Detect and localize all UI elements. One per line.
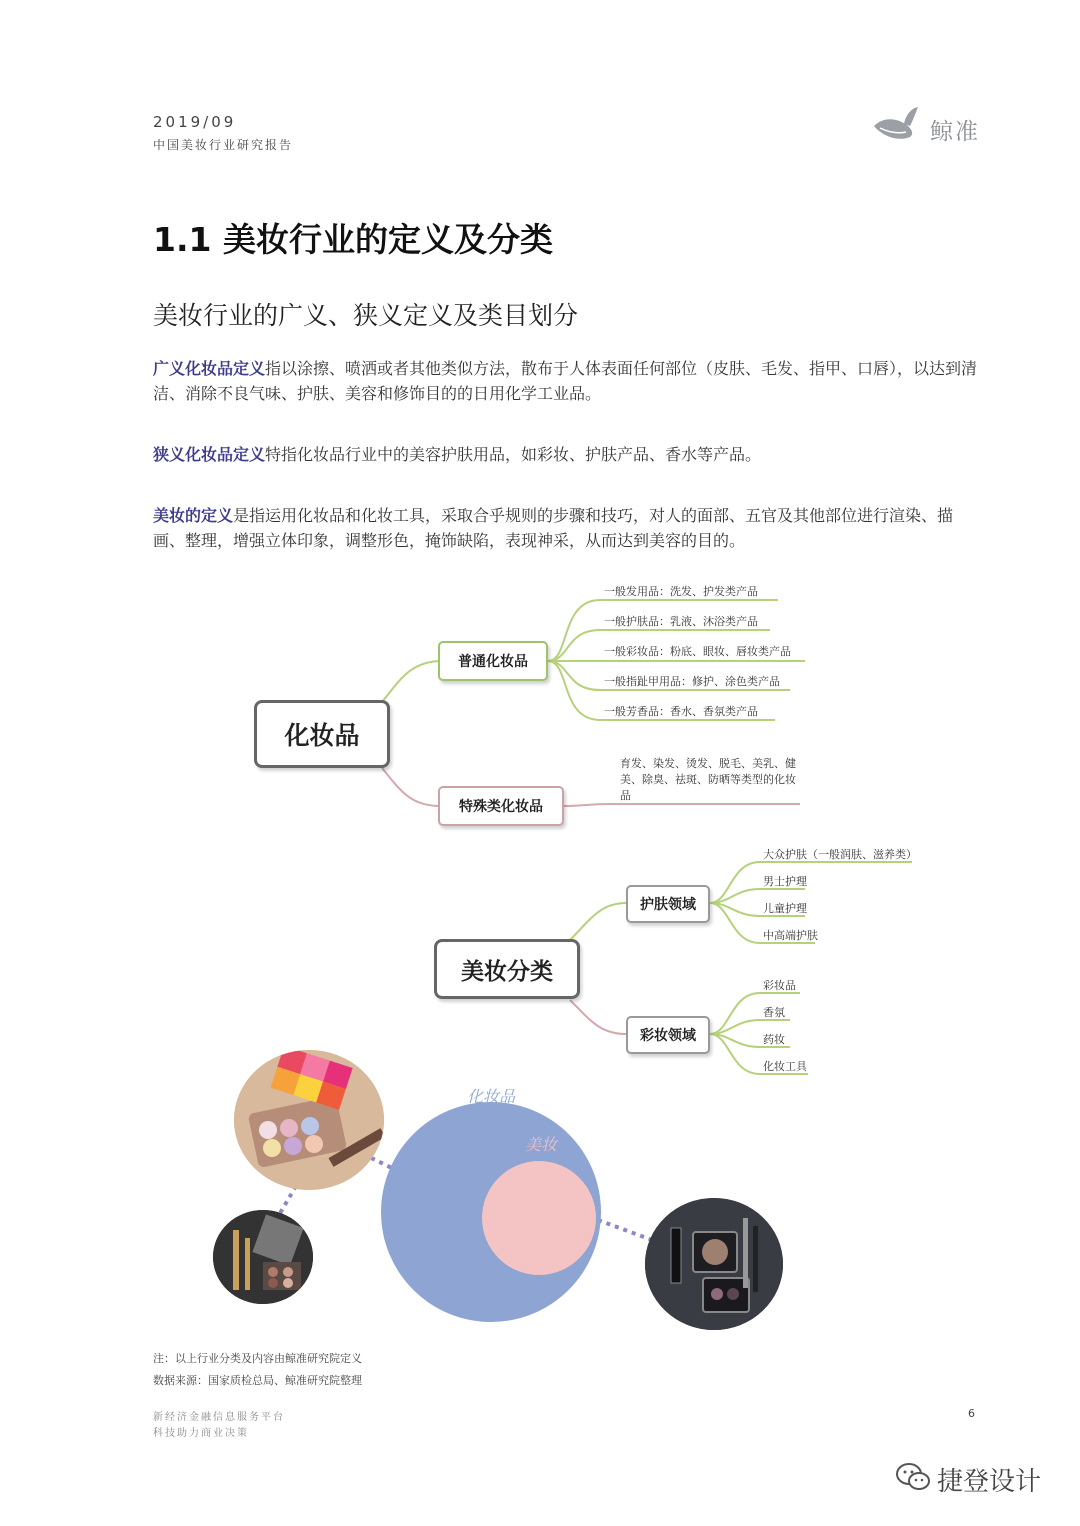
- broad-definition-keyword: 广义化妆品定义: [153, 359, 266, 378]
- mindmap-node-makeup: 彩妆领域: [626, 1016, 710, 1054]
- mindmap-leaf: 一般芳香品：香水、香氛类产品: [604, 705, 758, 718]
- data-source-note: 数据来源：国家质检总局、鲸准研究院整理: [153, 1374, 362, 1387]
- compact-cosmetics-photo: [645, 1198, 783, 1330]
- narrow-definition-keyword: 狭义化妆品定义: [153, 445, 266, 464]
- mindmap-leaf: 中高端护肤: [763, 929, 818, 942]
- mindmap-leaf: 育发、染发、烫发、脱毛、美乳、健美、除臭、祛斑、防晒等类型的化妆品: [620, 757, 796, 802]
- footer-tagline-2: 科技助力商业决策: [153, 1428, 249, 1439]
- venn-inner-label: 美妆: [525, 1135, 558, 1154]
- broad-definition-text: 指以涂擦、喷洒或者其他类似方法，散布于人体表面任何部位（皮肤、毛发、指甲、口唇），以达到清洁、消除不良气味、护肤、美容和修饰目的的日用化学工业品。: [153, 359, 978, 403]
- makeup-kit-photo: [213, 1210, 313, 1304]
- mindmap-root-beauty-categories: 美妆分类: [434, 939, 580, 999]
- section-subtitle: 美妆行业的广义、狭义定义及类目划分: [153, 301, 579, 330]
- section-title: 1.1 美妆行业的定义及分类: [153, 220, 553, 259]
- mindmap-node-general-cosmetics: 普通化妆品: [438, 641, 548, 681]
- footer-tagline-1: 新经济金融信息服务平台: [153, 1412, 285, 1423]
- mindmap-leaf: 一般彩妆品：粉底、眼妆、唇妆类产品: [604, 645, 791, 658]
- report-date: 2019/09: [153, 113, 237, 131]
- mindmap-leaf: 大众护肤（一般润肤、滋养类）: [763, 848, 917, 861]
- eyeshadow-palette-photo: [234, 1050, 384, 1190]
- brand-name: 鲸准: [930, 119, 980, 145]
- mindmap-node-special-cosmetics: 特殊类化妆品: [438, 786, 564, 826]
- venn-inner-circle: [482, 1161, 596, 1275]
- beauty-definition-keyword: 美妆的定义: [153, 506, 234, 525]
- narrow-definition-text: 特指化妆品行业中的美容护肤用品，如彩妆、护肤产品、香水等产品。: [265, 445, 762, 464]
- mindmap-leaf: 香氛: [763, 1006, 785, 1019]
- mindmap-leaf: 一般发用品：洗发、护发类产品: [604, 585, 758, 598]
- page-number: 6: [968, 1407, 975, 1420]
- mindmap-leaf: 一般指趾甲用品：修护、涂色类产品: [604, 675, 780, 688]
- beauty-definition-text: 是指运用化妆品和化妆工具，采取合乎规则的步骤和技巧，对人的面部、五官及其他部位进行渲染、描画、整理，增强立体印象，调整形色，掩饰缺陷，表现神采，从而达到美容的目的。: [153, 506, 954, 550]
- report-subtitle: 中国美妆行业研究报告: [153, 138, 294, 152]
- mindmap-leaf: 彩妆品: [763, 979, 796, 992]
- mindmap-root-cosmetics: 化妆品: [254, 700, 390, 768]
- mindmap-node-skincare: 护肤领域: [626, 885, 710, 923]
- wechat-icon: [895, 1462, 931, 1492]
- mindmap-leaf: 男士护理: [763, 875, 807, 888]
- venn-outer-label: 化妆品: [467, 1087, 516, 1106]
- mindmap-leaf: 一般护肤品：乳液、沐浴类产品: [604, 615, 758, 628]
- mindmap-leaf: 药妆: [763, 1033, 785, 1046]
- mindmap-leaf: 儿童护理: [763, 902, 807, 915]
- classification-note: 注：以上行业分类及内容由鲸准研究院定义: [153, 1352, 362, 1365]
- watermark-text: 捷登设计: [937, 1467, 1042, 1497]
- mindmap-leaf: 化妆工具: [763, 1060, 807, 1073]
